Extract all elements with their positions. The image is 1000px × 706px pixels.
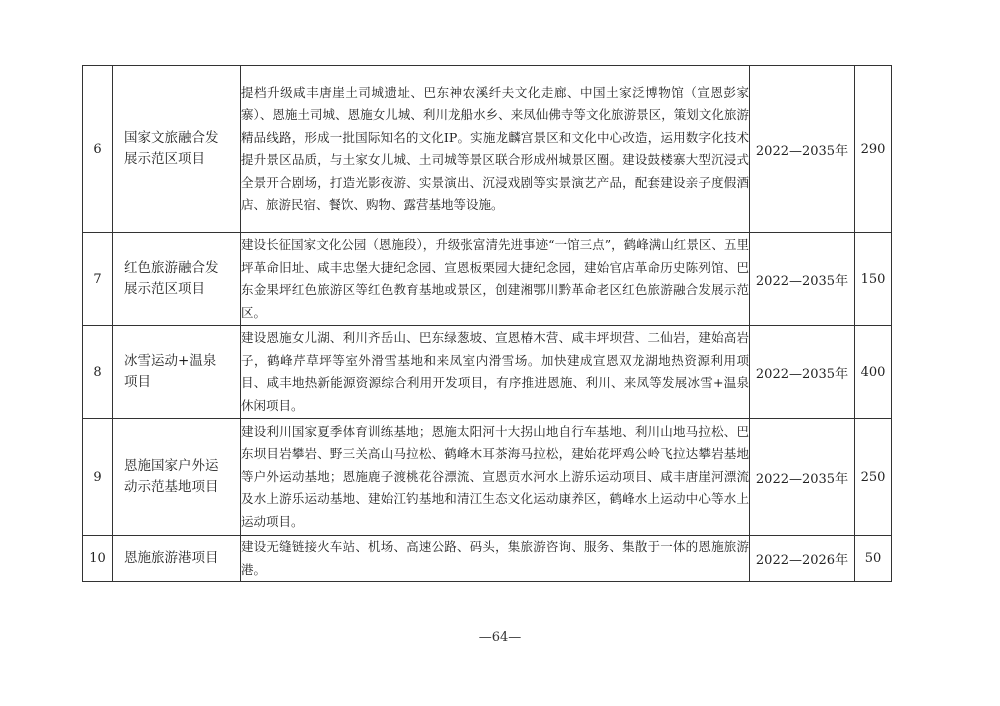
- project-description: 建设利川国家夏季体育训练基地；恩施太阳河十大拐山地自行车基地、利川山地马拉松、巴东坝目岩攀岩、野三关高山马拉松、鹤峰木耳茶海马拉松，建始花坪鸡公岭飞拉达攀岩基地等户外运动基地；恩施鹿子渡桃花谷漂流、宣恩贡水河水上游乐运动项目、咸丰唐崖河漂流及水上游乐运动基地、建始江钓基地和清江生态文化运动康养区，鹤峰水上运动中心等水上运动项目。: [241, 419, 750, 536]
- project-investment: 290: [855, 66, 892, 233]
- project-investment: 150: [855, 233, 892, 326]
- project-name: 国家文旅融合发展示范区项目: [124, 130, 219, 167]
- table-row: [83, 66, 892, 233]
- project-investment: 50: [855, 536, 892, 582]
- project-description: 提档升级咸丰唐崖土司城遗址、巴东神农溪纤夫文化走廊、中国土家泛博物馆（宣恩彭家寨）、恩施土司城、恩施女儿城、利川龙船水乡、来凤仙佛寺等文化旅游景区，策划文化旅游精品线路，形成一批国际知名的文化IP。实施龙麟宫景区和文化中心改造，运用数字化技术提升景区品质，与土家女儿城、土司城等景区联合形成州城景区圈。建设鼓楼寨大型沉浸式全景开合剧场，打造光影夜游、实景演出、沉浸戏剧等实景演艺产品，配套建设亲子度假酒店、旅游民宿、餐饮、购物、露营基地等设施。: [241, 66, 750, 233]
- table-row: [83, 419, 892, 536]
- row-number: 9: [83, 419, 113, 536]
- table-row: [83, 536, 892, 582]
- table-row: [83, 233, 892, 326]
- project-description: 建设无缝链接火车站、机场、高速公路、码头，集旅游咨询、服务、集散于一体的恩施旅游港。: [241, 536, 750, 582]
- project-period: 2022—2035年: [750, 326, 855, 419]
- project-name: 恩施旅游港项目: [124, 550, 219, 566]
- project-table: [82, 65, 892, 582]
- project-period: 2022—2026年: [750, 536, 855, 582]
- project-description: 建设长征国家文化公园（恩施段），升级张富清先进事迹“一馆三点”，鹤峰满山红景区、五里坪革命旧址、咸丰忠堡大捷纪念园、宣恩板栗园大捷纪念园，建始官店革命历史陈列馆、巴东金果坪红色旅游区等红色教育基地或景区，创建湘鄂川黔革命老区红色旅游融合发展示范区。: [241, 233, 750, 326]
- project-name: 红色旅游融合发展示范区项目: [124, 260, 219, 297]
- project-name: 冰雪运动+温泉项目: [124, 353, 217, 390]
- project-period: 2022—2035年: [750, 66, 855, 233]
- row-number: 6: [83, 66, 113, 233]
- project-investment: 400: [855, 326, 892, 419]
- project-period: 2022—2035年: [750, 419, 855, 536]
- row-number: 7: [83, 233, 113, 326]
- row-number: 10: [83, 536, 113, 582]
- row-number: 8: [83, 326, 113, 419]
- project-investment: 250: [855, 419, 892, 536]
- project-period: 2022—2035年: [750, 233, 855, 326]
- table-row: [83, 326, 892, 419]
- project-name: 恩施国家户外运动示范基地项目: [124, 458, 219, 495]
- page-number: —64—: [478, 630, 522, 645]
- project-description: 建设恩施女儿湖、利川齐岳山、巴东绿葱坡、宣恩椿木营、咸丰坪坝营、二仙岩，建始高岩子，鹤峰芹草坪等室外滑雪基地和来凤室内滑雪场。加快建成宣恩双龙湖地热资源利用项目、咸丰地热新能源资源综合利用开发项目，有序推进恩施、利川、来凤等发展冰雪+温泉休闲项目。: [241, 326, 750, 419]
